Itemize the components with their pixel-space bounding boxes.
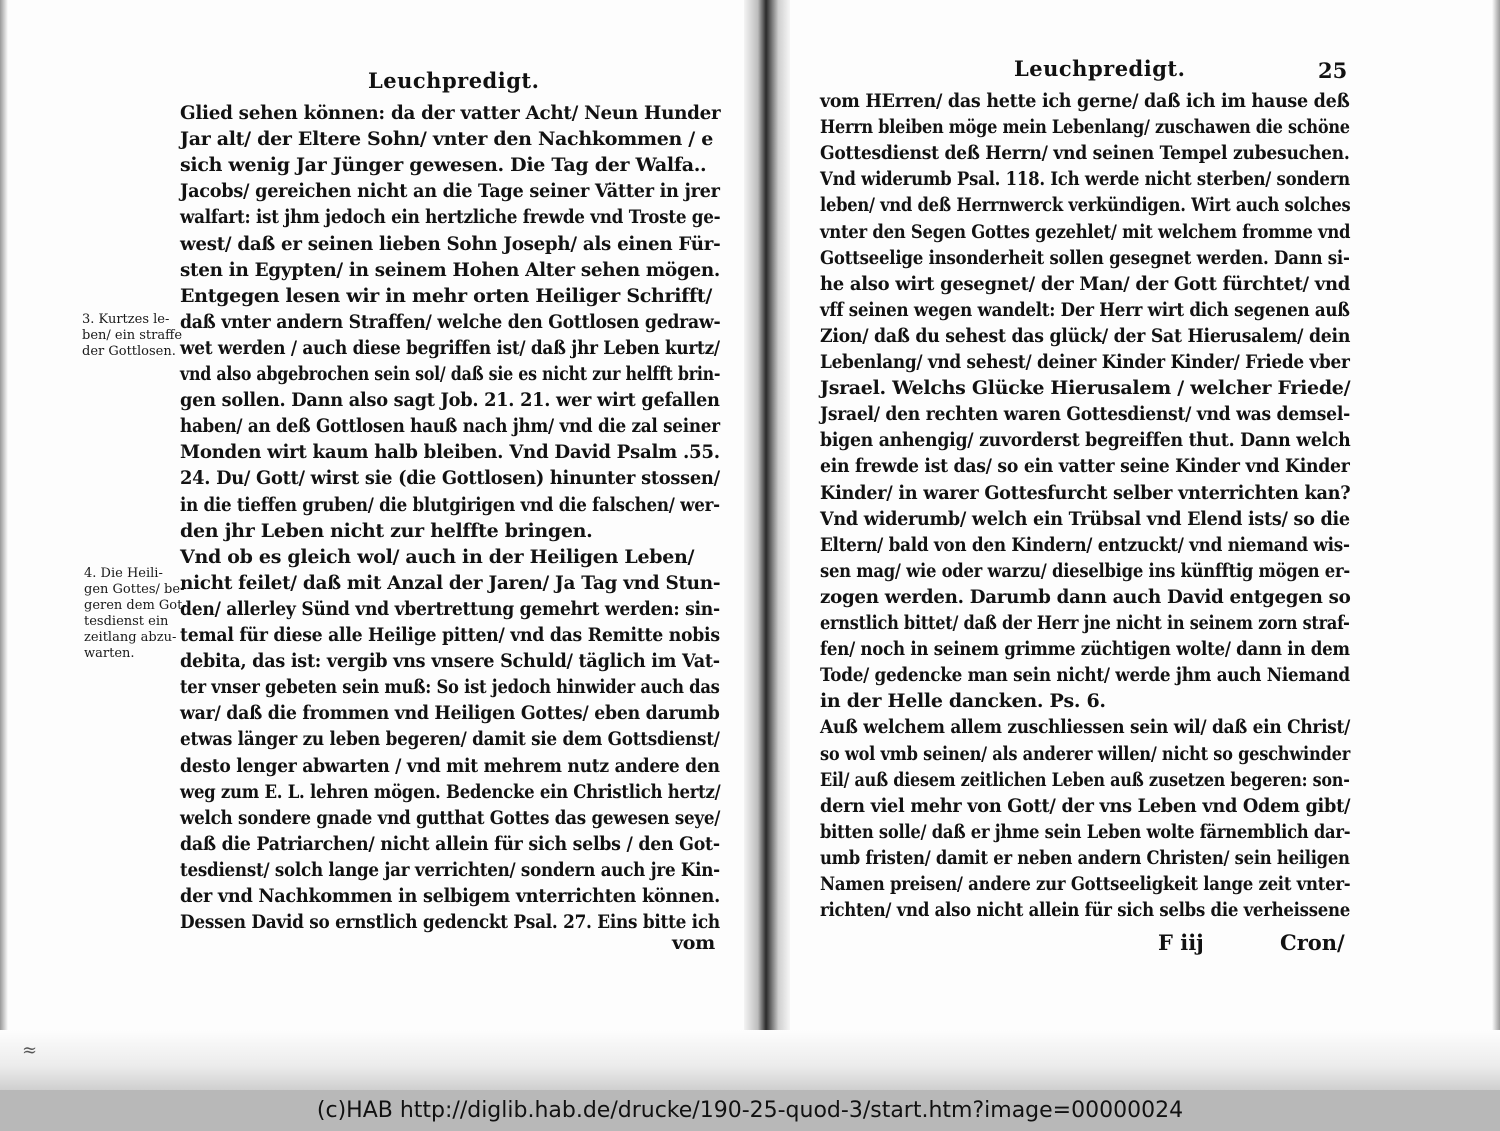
- marginal-note-line: zeitlang abzu-: [84, 630, 177, 645]
- text-line: welch sondere gnade vnd gutthat Gottes das gewesen seye/: [180, 806, 721, 829]
- text-line: Jsrael/ den rechten waren Gottesdienst/ vnd was demsel-: [820, 403, 1350, 426]
- text-line: Entgegen lesen wir in mehr orten Heiliger Schrifft/: [180, 284, 713, 307]
- text-line: bigen anhengig/ zuvorderst begreiffen thut. Dann welch: [820, 429, 1351, 452]
- text-line: den/ allerley Sünd vnd vbertrettung gemehrt werden: sin-: [180, 597, 720, 620]
- text-line: umb fristen/ damit er neben andern Christen/ sein heiligen: [820, 846, 1350, 869]
- text-line: nicht feilet/ daß mit Anzal der Jaren/ Ja Tag vnd Stun-: [180, 571, 721, 594]
- text-line: debita, das ist: vergib vns vnsere Schuld/ täglich im Vat-: [180, 650, 720, 673]
- scan-smudge-mark: ≈: [22, 1040, 38, 1061]
- marginal-note-line: 3. Kurtzes le-: [82, 312, 170, 327]
- text-line: he also wirt gesegnet/ der Man/ der Gott fürchtet/ vnd: [820, 272, 1350, 295]
- text-line: ein frewde ist das/ so ein vatter seine Kinder vnd Kinder: [820, 455, 1350, 478]
- marginal-note-line: tesdienst ein: [84, 614, 169, 629]
- text-line: richten/ vnd also nicht allein für sich selbs die verheissene: [820, 899, 1351, 922]
- text-line: wet werden / auch diese begriffen ist/ daß jhr Leben kurtz/: [180, 336, 720, 359]
- right-page: [790, 0, 1500, 1030]
- text-line: Gottseelige insonderheit sollen gesegnet werden. Dann si-: [820, 246, 1350, 269]
- right-running-head: Leuchpredigt.: [1014, 56, 1186, 81]
- text-line: dern viel mehr von Gott/ der vns Leben vnd Odem gibt/: [820, 794, 1351, 817]
- text-line: Lebenlang/ vnd sehest/ deiner Kinder Kinder/ Friede vber: [820, 351, 1350, 373]
- marginal-note-line: 4. Die Heili-: [84, 566, 163, 581]
- text-line: Glied sehen können: da der vatter Acht/ Neun Hunder: [180, 102, 721, 124]
- text-line: Jar alt/ der Eltere Sohn/ vnter den Nachkommen / e: [180, 128, 714, 151]
- text-line: fen/ noch in seinem grimme züchtigen wolte/ dann in dem: [820, 638, 1350, 661]
- text-line: Namen preisen/ andere zur Gottseeligkeit lange zeit vnter-: [820, 873, 1351, 895]
- text-line: ernstlich bittet/ daß der Herr jne nicht in seinem zorn straf-: [820, 612, 1350, 634]
- text-line: 24. Du/ Gott/ wirst sie (die Gottlosen) hinunter stossen/: [180, 467, 720, 490]
- copyright-footer: [0, 1090, 1500, 1131]
- text-line: vnd also abgebrochen sein sol/ daß sie es nicht zur helfft brin-: [180, 363, 721, 385]
- text-line: Eil/ auß diesem zeitlichen Leben auß zusetzen begeren: son-: [820, 768, 1350, 791]
- text-line: Vnd widerumb Psal. 118. Ich werde nicht sterben/ sondern: [820, 168, 1350, 191]
- text-line: Herrn bleiben möge mein Lebenlang/ zuschawen die schöne: [820, 116, 1350, 139]
- page-bottom-edge: [0, 1030, 1500, 1090]
- text-line: walfart: ist jhm jedoch ein hertzliche frewde vnd Troste ge-: [180, 206, 721, 229]
- left-page: [0, 0, 744, 1030]
- text-line: in die tieffen gruben/ die blutgirigen vnd die falschen/ wer-: [180, 493, 720, 516]
- text-line: etwas länger zu leben begeren/ damit sie dem Gottsdienst/: [180, 728, 720, 751]
- text-line: Vnd widerumb/ welch ein Trübsal vnd Elend ists/ so die: [820, 507, 1350, 530]
- text-line: Gottesdienst deß Herrn/ vnd seinen Tempel zubesuchen.: [820, 142, 1350, 165]
- text-line: haben/ an deß Gottlosen hauß nach jhm/ vnd die zal seiner: [180, 415, 720, 438]
- marginal-note-line: warten.: [84, 646, 135, 661]
- text-line: daß vnter andern Straffen/ welche den Gottlosen gedraw-: [180, 310, 721, 333]
- signature-mark: F iij: [1158, 930, 1204, 955]
- marginal-note-line: der Gottlosen.: [82, 344, 176, 359]
- text-line: Jacobs/ gereichen nicht an die Tage seiner Vätter in jrer: [180, 180, 720, 203]
- text-line: daß die Patriarchen/ nicht allein für sich selbs / den Got-: [180, 832, 720, 855]
- text-line: in der Helle dancken. Ps. 6.: [820, 690, 1106, 713]
- text-line: zogen werden. Darumb dann auch David entgegen so: [820, 585, 1351, 608]
- text-line: Tode/ gedencke man sein nicht/ werde jhm auch Niemand: [820, 664, 1350, 687]
- text-line: tesdienst/ solch lange jar verrichten/ sondern auch jre Kin-: [180, 858, 720, 881]
- text-line: Jsrael. Welchs Glücke Hierusalem / welcher Friede/: [820, 377, 1351, 400]
- text-line: Zion/ daß du sehest das glück/ der Sat Hierusalem/ dein: [820, 324, 1351, 347]
- text-line: Vnd ob es gleich wol/ auch in der Heiligen Leben/: [180, 545, 695, 568]
- text-line: vom HErren/ das hette ich gerne/ daß ich im hause deß: [820, 90, 1350, 112]
- text-line: Eltern/ bald von den Kindern/ entzuckt/ vnd niemand wis-: [820, 533, 1350, 556]
- text-line: leben/ vnd deß Herrnwerck verkündigen. Wirt auch solches: [820, 194, 1351, 217]
- footer-credit-link[interactable]: (c)HAB http://diglib.hab.de/drucke/190-25-quod-3/start.htm?image=00000024: [316, 1098, 1184, 1123]
- text-line: gen sollen. Dann also sagt Job. 21. 21. wer wirt gefallen: [180, 389, 720, 412]
- page-number: 25: [1318, 58, 1348, 83]
- text-line: vnter den Segen Gottes gezehlet/ mit welchem fromme vnd: [820, 220, 1351, 243]
- text-line: bitten solle/ daß er jhme sein Leben wolte färnemblich dar-: [820, 820, 1351, 843]
- marginal-note: [82, 312, 182, 360]
- text-line: war/ daß die frommen vnd Heiligen Gottes/ eben darumb: [180, 702, 720, 725]
- text-line: so wol vmb seinen/ als anderer willen/ nicht so geschwinder: [820, 742, 1351, 765]
- marginal-note-line: gen Gottes/ be-: [84, 582, 185, 597]
- text-line: den jhr Leben nicht zur helffte bringen.: [180, 519, 593, 542]
- text-line: west/ daß er seinen lieben Sohn Joseph/ als einen Für-: [180, 232, 721, 255]
- text-line: Auß welchem allem zuschliessen sein wil/ daß ein Christ/: [820, 716, 1351, 739]
- left-catchword: vom: [672, 932, 715, 954]
- right-catchword: Cron/: [1280, 930, 1345, 955]
- text-line: sich wenig Jar Jünger gewesen. Die Tag der Walfa..: [180, 154, 707, 177]
- text-line: Kinder/ in warer Gottesfurcht selber vnterrichten kan?: [820, 481, 1351, 504]
- text-line: sten in Egypten/ in seinem Hohen Alter sehen mögen.: [180, 258, 721, 281]
- text-line: Monden wirt kaum halb bleiben. Vnd David Psalm .55.: [180, 441, 720, 464]
- marginal-note: [84, 566, 187, 662]
- text-line: der vnd Nachkommen in selbigem vnterrichten können.: [180, 885, 720, 907]
- marginal-note-line: ben/ ein straffe: [82, 328, 183, 343]
- text-line: Dessen David so ernstlich gedenckt Psal. 27. Eins bitte ich: [180, 911, 720, 934]
- text-line: weg zum E. L. lehren mögen. Bedencke ein Christlich hertz/: [180, 780, 721, 803]
- marginal-note-line: geren dem Got-: [84, 598, 187, 613]
- book-gutter: [744, 0, 790, 1090]
- text-line: desto lenger abwarten / vnd mit mehrem nutz andere den: [180, 754, 720, 777]
- text-line: sen mag/ wie oder warzu/ dieselbige ins künfftig mögen er-: [820, 559, 1350, 582]
- text-line: temal für diese alle Heilige pitten/ vnd das Remitte nobis: [180, 624, 720, 646]
- text-line: ter vnser gebeten sein muß: So ist jedoch hinwider auch das: [180, 676, 720, 699]
- left-running-head: Leuchpredigt.: [368, 68, 540, 93]
- text-line: vff seinen wegen wandelt: Der Herr wirt dich segenen auß: [820, 298, 1350, 321]
